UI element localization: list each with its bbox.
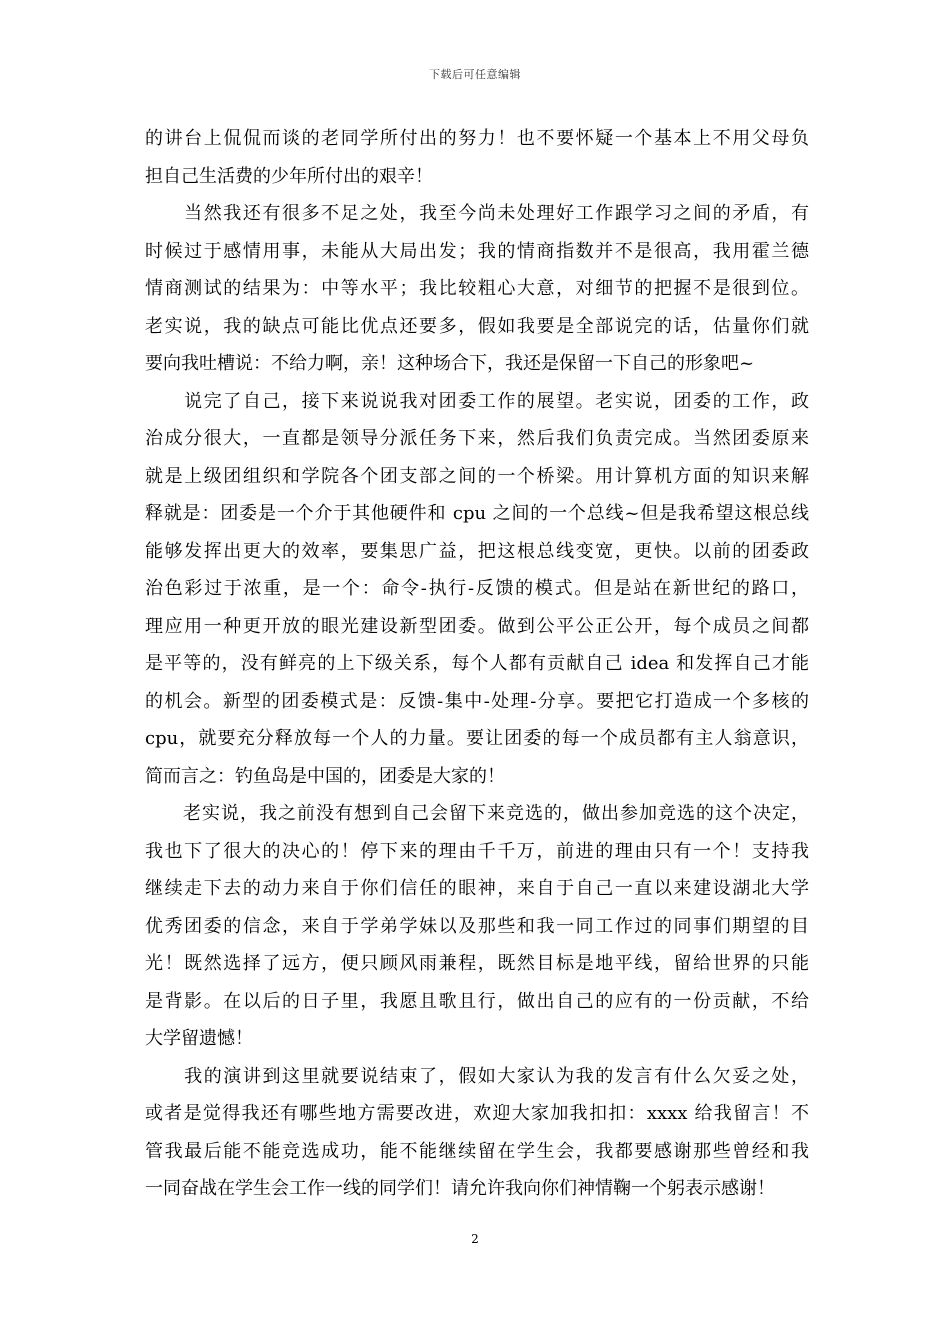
text-line: 光！既然选择了远方，便只顾风雨兼程，既然目标是地平线，留给世界的只能 (145, 953, 809, 974)
paragraph (145, 1058, 809, 1208)
text-line: cpu，就要充分释放每一个人的力量。要让团委的每一个成员都有主人翁意识， (145, 728, 809, 749)
text-line: 释就是：团委是一个介于其他硬件和 cpu 之间的一个总线~但是我希望这根总线 (145, 503, 809, 524)
text-line: 我也下了很大的决心的！停下来的理由千千万，前进的理由只有一个！支持我 (145, 840, 809, 862)
paragraph (145, 120, 809, 195)
page-number: 2 (471, 1232, 479, 1246)
text-line: 要向我吐槽说：不给力啊，亲！这种场合下，我还是保留一下自己的形象吧~ (145, 353, 755, 374)
text-line: 管我最后能不能竞选成功，能不能继续留在学生会，我都要感谢那些曾经和我 (145, 1140, 809, 1162)
text-line: 大学留遗憾！ (145, 1028, 253, 1049)
text-line: 的讲台上侃侃而谈的老同学所付出的努力！也不要怀疑一个基本上不用父母负 (145, 128, 809, 149)
text-line: 老实说，我之前没有想到自己会留下来竞选的，做出参加竞选的这个决定， (145, 803, 809, 824)
text-line: 理应用一种更开放的眼光建设新型团委。做到公平公正公开，每个成员之间都 (145, 615, 809, 637)
text-line: 优秀团委的信念，来自于学弟学妹以及那些和我一同工作过的同事们期望的目 (145, 915, 809, 937)
paragraph (145, 195, 809, 383)
document-body (145, 120, 809, 1208)
text-line: 是平等的，没有鲜亮的上下级关系，每个人都有贡献自己 idea 和发挥自己才能 (145, 653, 809, 674)
text-line: 的机会。新型的团委模式是：反馈-集中-处理-分享。要把它打造成一个多核的 (145, 690, 809, 712)
text-line: 就是上级团组织和学院各个团支部之间的一个桥梁。用计算机方面的知识来解 (145, 465, 809, 487)
text-line: 时候过于感情用事，未能从大局出发；我的情商指数并不是很高，我用霍兰德 (145, 240, 809, 262)
text-line: 或者是觉得我还有哪些地方需要改进，欢迎大家加我扣扣：xxxx 给我留言！不 (145, 1103, 809, 1124)
text-line: 继续走下去的动力来自于你们信任的眼神，来自于自己一直以来建设湖北大学 (145, 878, 809, 899)
paragraph (145, 795, 809, 1058)
text-line: 能够发挥出更大的效率，要集思广益，把这根总线变宽，更快。以前的团委政 (145, 540, 809, 562)
paragraph (145, 383, 809, 796)
text-line: 担自己生活费的少年所付出的艰辛！ (145, 165, 433, 187)
text-line: 治成分很大，一直都是领导分派任务下来，然后我们负责完成。当然团委原来 (145, 428, 809, 449)
text-line: 治色彩过于浓重，是一个：命令-执行-反馈的模式。但是站在新世纪的路口， (145, 578, 809, 599)
text-line: 我的演讲到这里就要说结束了，假如大家认为我的发言有什么欠妥之处， (145, 1065, 809, 1087)
text-line: 是背影。在以后的日子里，我愿且歌且行，做出自己的应有的一份贡献，不给 (145, 990, 809, 1012)
text-line: 情商测试的结果为：中等水平；我比较粗心大意，对细节的把握不是很到位。 (145, 278, 809, 299)
page-header: 下载后可任意编辑 (429, 68, 521, 81)
text-line: 当然我还有很多不足之处，我至今尚未处理好工作跟学习之间的矛盾，有 (145, 203, 809, 224)
text-line: 一同奋战在学生会工作一线的同学们！请允许我向你们神情鞠一个躬表示感谢！ (145, 1178, 775, 1199)
text-line: 老实说，我的缺点可能比优点还要多，假如我要是全部说完的话，估量你们就 (145, 315, 809, 337)
text-line: 简而言之：钓鱼岛是中国的，团委是大家的！ (145, 765, 505, 787)
text-line: 说完了自己，接下来说说我对团委工作的展望。老实说，团委的工作，政 (145, 390, 809, 412)
